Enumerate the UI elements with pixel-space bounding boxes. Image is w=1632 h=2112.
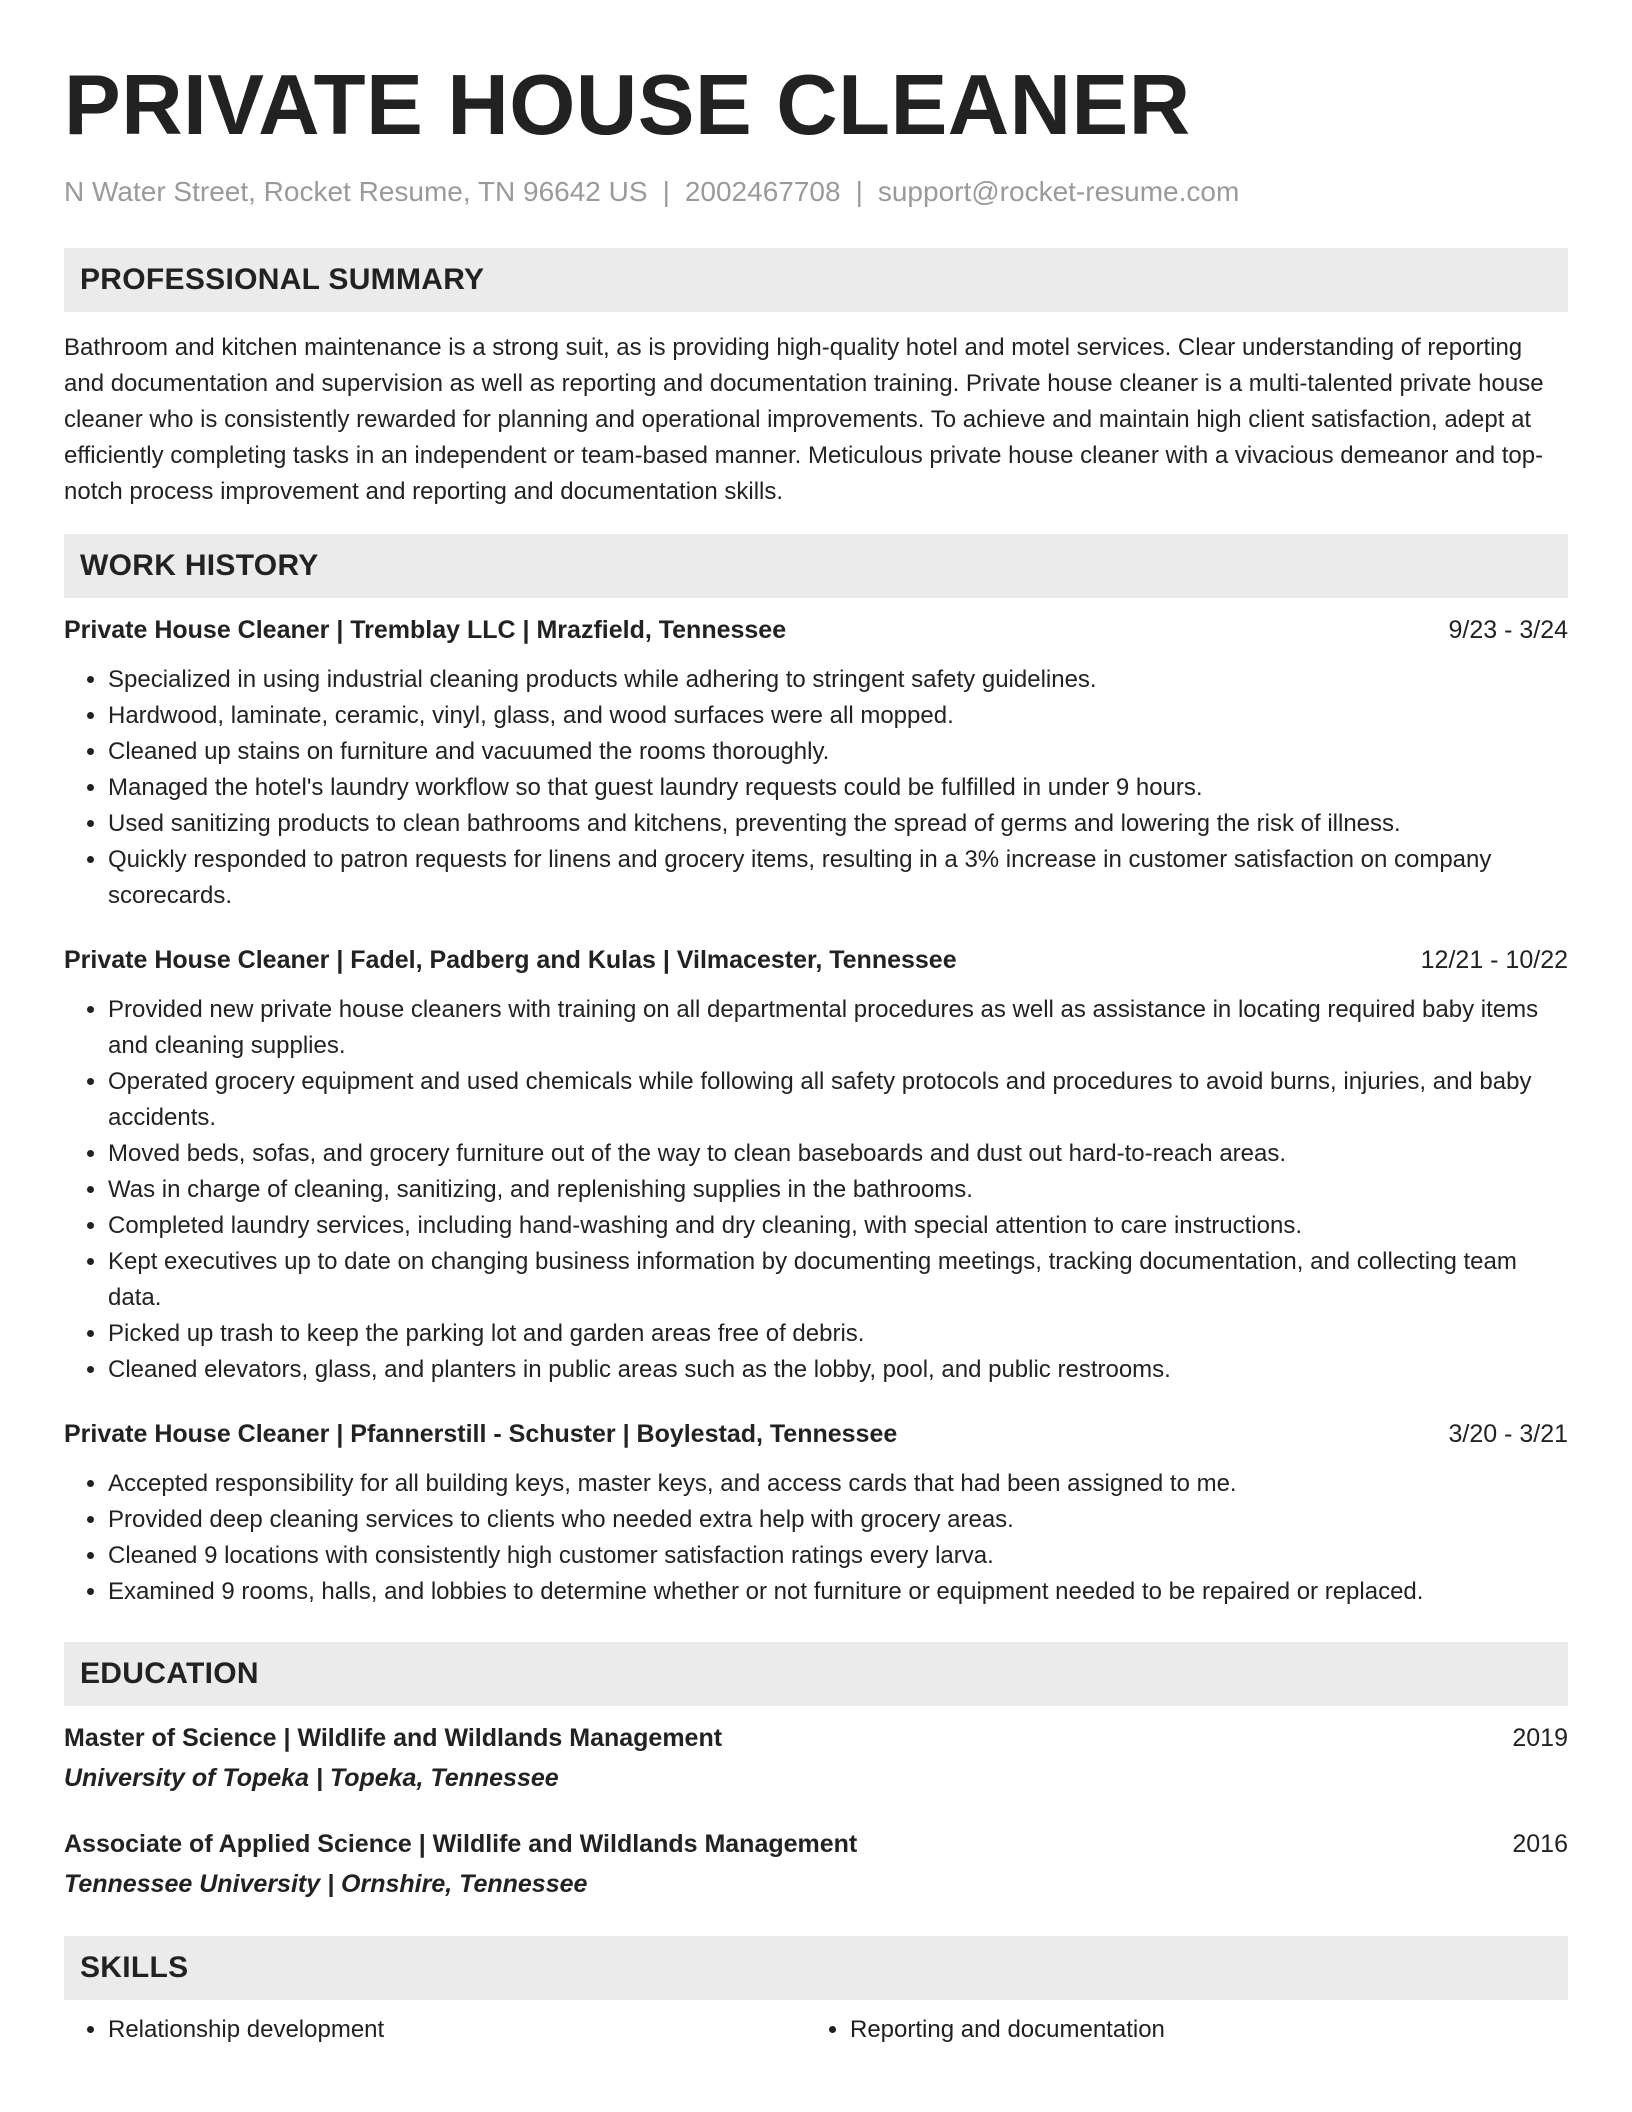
job-bullet: • Completed laundry services, including hand-washing and dry cleaning, with special attention to care instructions. [108,1208,1568,1244]
job-bullet: • Cleaned 9 locations with consistently high customer satisfaction ratings every larva. [108,1538,1568,1574]
job-bullet: • Provided new private house cleaners with training on all departmental procedures as well as assistance in locating required baby items and cleaning supplies. [108,992,1568,1064]
contact-email: support@rocket-resume.com [877,176,1240,207]
job-bullets [64,1466,1568,1610]
education-entry [64,1826,1568,1902]
job-bullet: • Provided deep cleaning services to clients who needed extra help with grocery areas. [108,1502,1568,1538]
skills-heading: SKILLS [64,1936,1568,2000]
job-dates: 12/21 - 10/22 [1420,946,1568,974]
contact-separator: | [855,176,863,207]
job-title: Private House Cleaner | Tremblay LLC | Mrazfield, Tennessee [64,616,787,644]
job-bullet: • Picked up trash to keep the parking lot and garden areas free of debris. [108,1316,1568,1352]
education-degree: Master of Science | Wildlife and Wildlands Management [64,1724,723,1752]
job-bullet: • Operated grocery equipment and used chemicals while following all safety protocols and procedures to avoid burns, injuries, and baby accidents. [108,1064,1568,1136]
education-year: 2019 [1512,1724,1568,1752]
job-bullet: • Cleaned up stains on furniture and vacuumed the rooms thoroughly. [108,734,1568,770]
education-header [64,1720,1568,1756]
contact-address: N Water Street, Rocket Resume, TN 96642 US [64,176,648,207]
job-bullet: • Accepted responsibility for all building keys, master keys, and access cards that had been assigned to me. [108,1466,1568,1502]
contact-separator: | [662,176,670,207]
job-dates: 9/23 - 3/24 [1448,616,1568,644]
education-year: 2016 [1512,1830,1568,1858]
job-entry [64,612,1568,914]
job-header [64,942,1568,978]
summary-heading: PROFESSIONAL SUMMARY [64,248,1568,312]
job-entry [64,1416,1568,1610]
skills-list [64,2012,1568,2048]
summary-text: Bathroom and kitchen maintenance is a strong suit, as is providing high-quality hotel and motel services. Clear understanding of reporting and documentation and supervision as well as reporting and documentation training. Private house cleaner is a multi-talented private house cleaner who is consistently rewarded for planning and operational improvements. To achieve and maintain high client satisfaction, adept at efficiently completing tasks in an independent or team-based manner. Meticulous private house cleaner with a vivacious demeanor and top-notch process improvement and reporting and documentation skills. [64,334,1544,505]
work-history-heading: WORK HISTORY [64,534,1568,598]
contact-phone: 2002467708 [684,176,841,207]
job-bullet: • Used sanitizing products to clean bathrooms and kitchens, preventing the spread of germs and lowering the risk of illness. [108,806,1568,842]
job-bullet: • Quickly responded to patron requests for linens and grocery items, resulting in a 3% increase in customer satisfaction on company scorecards. [108,842,1568,914]
education-school: University of Topeka | Topeka, Tennessee [64,1764,559,1792]
resume-name: PRIVATE HOUSE CLEANER [64,58,1191,153]
job-bullet: • Examined 9 rooms, halls, and lobbies to determine whether or not furniture or equipment needed to be repaired or replaced. [108,1574,1568,1610]
job-bullet: • Specialized in using industrial cleaning products while adhering to stringent safety guidelines. [108,662,1568,698]
skills-column-right [806,2012,1548,2048]
job-bullet: • Cleaned elevators, glass, and planters in public areas such as the lobby, pool, and public restrooms. [108,1352,1568,1388]
education-entry [64,1720,1568,1796]
job-title: Private House Cleaner | Pfannerstill - Schuster | Boylestad, Tennessee [64,1420,898,1448]
job-header [64,612,1568,648]
job-bullets [64,992,1568,1388]
job-bullet: • Was in charge of cleaning, sanitizing, and replenishing supplies in the bathrooms. [108,1172,1568,1208]
job-bullet: • Moved beds, sofas, and grocery furniture out of the way to clean baseboards and dust out hard-to-reach areas. [108,1136,1568,1172]
education-heading: EDUCATION [64,1642,1568,1706]
skill-item: • Relationship development [108,2012,806,2048]
job-dates: 3/20 - 3/21 [1448,1420,1568,1448]
job-bullets [64,662,1568,914]
job-title: Private House Cleaner | Fadel, Padberg and Kulas | Vilmacester, Tennessee [64,946,957,974]
education-school: Tennessee University | Ornshire, Tennessee [64,1870,588,1898]
education-header [64,1826,1568,1862]
skill-item: • Reporting and documentation [850,2012,1548,2048]
contact-line [64,174,1568,210]
job-bullet: • Managed the hotel's laundry workflow so that guest laundry requests could be fulfilled in under 9 hours. [108,770,1568,806]
education-degree: Associate of Applied Science | Wildlife and Wildlands Management [64,1830,858,1858]
job-entry [64,942,1568,1388]
job-bullet: • Kept executives up to date on changing business information by documenting meetings, tracking documentation, and collecting team data. [108,1244,1568,1316]
job-header [64,1416,1568,1452]
skills-column-left [64,2012,806,2048]
job-bullet: • Hardwood, laminate, ceramic, vinyl, glass, and wood surfaces were all mopped. [108,698,1568,734]
